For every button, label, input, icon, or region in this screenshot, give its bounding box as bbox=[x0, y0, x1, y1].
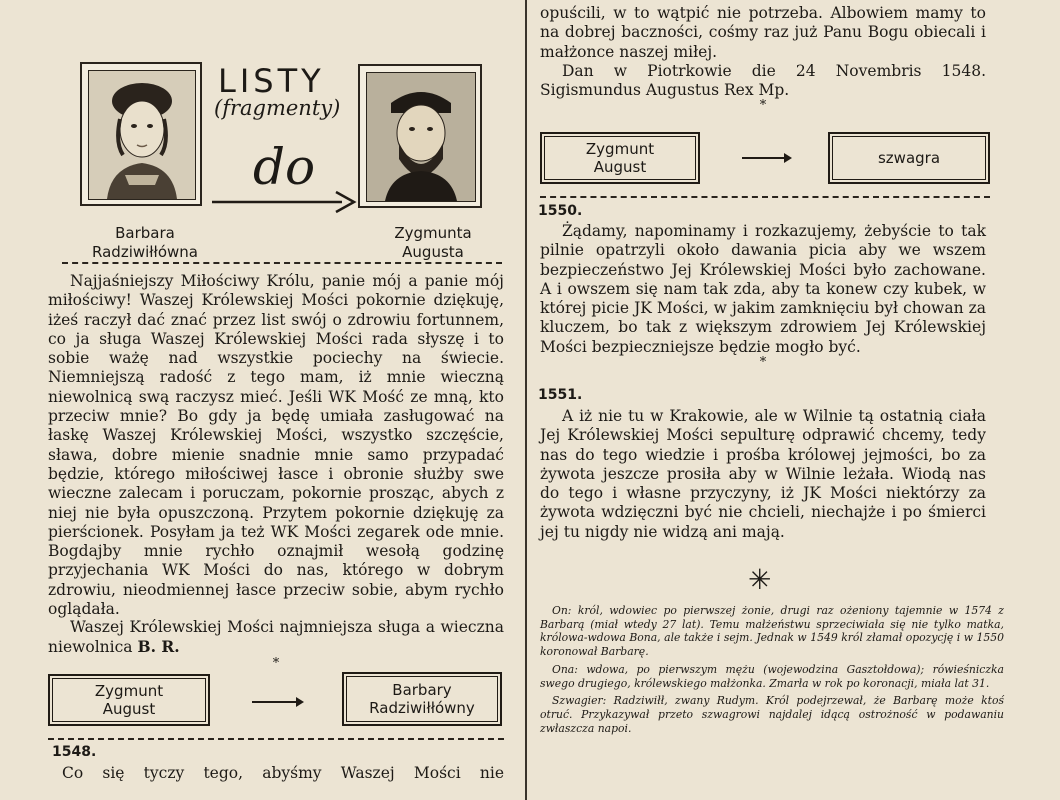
letter-main-signature-block bbox=[48, 618, 504, 670]
letter-1548-text: opuścili, w to wątpić nie potrzeba. Albowiem mamy to na dobrej baczności, cośmy raz już Panu Bogu obiecali i małżonce naszej miłej. bbox=[540, 4, 986, 61]
box-from-zygmunt-2 bbox=[540, 132, 700, 184]
star-separator: * bbox=[272, 655, 280, 671]
caption-barbara-line2: Radziwiłłówna bbox=[92, 243, 198, 261]
box-from-line1: Zygmunt bbox=[94, 682, 164, 700]
box-to-szwagier bbox=[828, 132, 990, 184]
year-1551: 1551. bbox=[538, 387, 583, 403]
box-to-barbara bbox=[342, 672, 502, 726]
box-to-line1: szwagra bbox=[877, 149, 941, 167]
caption-zygmunt-line1: Zygmunta bbox=[394, 224, 472, 242]
caption-zygmunt-line2: Augusta bbox=[402, 243, 464, 261]
arrow-right-icon bbox=[252, 701, 302, 703]
asterism-icon: ✳ bbox=[748, 563, 772, 596]
caption-barbara-line1: Barbara bbox=[115, 224, 175, 242]
signature-initials: B. R. bbox=[137, 637, 180, 657]
column-divider bbox=[525, 0, 527, 800]
section-rule bbox=[540, 196, 990, 198]
title-main: LISTY bbox=[218, 62, 325, 100]
letter-main-signature bbox=[48, 618, 504, 658]
box-to-line1: Barbary bbox=[392, 681, 452, 699]
header-rule bbox=[62, 262, 502, 264]
box-to-line2: Radziwiłłówny bbox=[369, 699, 475, 717]
title-do: do bbox=[253, 138, 316, 196]
signature-text: Waszej Królewskiej Mości najmniejsza sługa a wieczna niewolnica bbox=[48, 618, 504, 657]
letter-1551-text: A iż nie tu w Krakowie, ale w Wilnie tą ostatnią ciała Jej Królewskiej Mości sepulturę odprawić chcemy, tedy nas do tego wiedzie i prośba królowej jejmości, bo za żywota jeszcze prosiła aby w Wilnie leżała. Wiodą nas do tego i własne przyczyny, iż JK Mości niektórzy za żywota wdzięczni być nie chcieli, niechajże i po śmierci jej tu nigdy nie widzą ani mają. bbox=[540, 407, 986, 541]
portrait-zygmunt-image bbox=[366, 72, 476, 202]
star-separator: * bbox=[759, 98, 767, 114]
letter-1548-closing: Dan w Piotrkowie die 24 Novembris 1548. Sigismundus Augustus Rex Mp. bbox=[540, 61, 986, 100]
letter-1548-start: Co się tyczy tego, abyśmy Waszej Mości nie bbox=[62, 764, 504, 782]
arrow-right-icon bbox=[210, 186, 358, 218]
portrait-barbara bbox=[80, 62, 202, 206]
title-subtitle: (fragmenty) bbox=[214, 96, 341, 120]
letter-main bbox=[48, 272, 504, 619]
star-separator: * bbox=[759, 355, 767, 371]
footnotes bbox=[540, 604, 1004, 739]
caption-zygmunt bbox=[378, 224, 488, 262]
note-on: On: król, wdowiec po pierwszej żonie, drugi raz ożeniony tajemnie w 1574 z Barbarą (miał wtedy 27 lat). Temu małżeństwu sprzeciwiała się nie tylko matka, królowa-wdowa Bona, ale także i sejm. Jednak w 1549 król złamał opozycję i w 1550 koronował Barbarę. bbox=[540, 604, 1004, 659]
letter-1550-text: Żądamy, napominamy i rozkazujemy, żebyście to tak pilnie opatrzyli około dawania picia aby we wszem bezpieczeństwo Jej Królewskiej Mości było zachowane. A i owszem się nam tak zda, aby ta konew czy kubek, w której picie JK Mości, w jakim zamknięciu był chowan za kluczem, bo tak z większym zdrowiem Jej Królewskiej Mości bezpieczniejsze będzie mogło być. bbox=[540, 222, 986, 356]
arrow-right-icon bbox=[742, 157, 790, 159]
letter-1548-continued bbox=[540, 4, 986, 112]
note-szwagier: Szwagier: Radziwiłł, zwany Rudym. Król podejrzewał, że Barbarę może ktoś otruć. Przykazywał przeto szwagrowi najdalej idącą ostrożność w podawaniu zwłaszcza napoi. bbox=[540, 694, 1004, 735]
year-1548: 1548. bbox=[52, 744, 97, 760]
box-from-line2: August bbox=[102, 700, 156, 718]
caption-barbara bbox=[60, 224, 230, 262]
section-rule bbox=[48, 738, 504, 740]
letter-1550 bbox=[540, 222, 986, 369]
box-from-line1: Zygmunt bbox=[585, 140, 655, 158]
note-ona: Ona: wdowa, po pierwszym mężu (wojewodzina Gasztołdowa); rówieśniczka swego drugiego, królewskiego małżonka. Zmarła w rok po koronacji, miała lat 31. bbox=[540, 662, 1004, 690]
year-1550: 1550. bbox=[538, 203, 583, 219]
letter-main-paragraph: Najjaśniejszy Miłościwy Królu, panie mój a panie mój miłościwy! Waszej Królewskiej Mości pokornie dziękuję, iżeś raczył dać znać przez list swój o zdrowiu fortunnem, co ja sługa Waszej Królewskiej Mości rada słyszę i to sobie ważę nad wszystkie pociechy na świecie. Niemniejszą radość z tego mam, iż mnie wieczną niewolnicą swą raczysz mieć. Jeśli WK Mość ze mną, kto przeciw mnie? Bo gdy ja będę umiała zasługować na łaskę Waszej Królewskiej Mości, wszystko szczęście, sława, dobre mienie snadnie mnie samo przypadać będzie, którego miłościwej łasce i obronie służby swe wieczne zalecam i poruczam, pokornie prosząc, abych z niej nie była opuszczoną. Przytem pokornie dziękuję za pierścionek. Posyłam ja też WK Mości zegarek ode mnie. Bogdajby mnie rychło oznajmił wesołą godzinę przyjechania WK Mości do nas, którego w dobrym zdrowiu, nieodmiennej łasce przeciw sobie, abym rychło oglądała. bbox=[48, 272, 504, 619]
letter-1551 bbox=[540, 407, 986, 542]
box-from-line2: August bbox=[593, 158, 647, 176]
portrait-zygmunt bbox=[358, 64, 482, 208]
portrait-barbara-image bbox=[88, 70, 196, 200]
box-from-zygmunt-1 bbox=[48, 674, 210, 726]
